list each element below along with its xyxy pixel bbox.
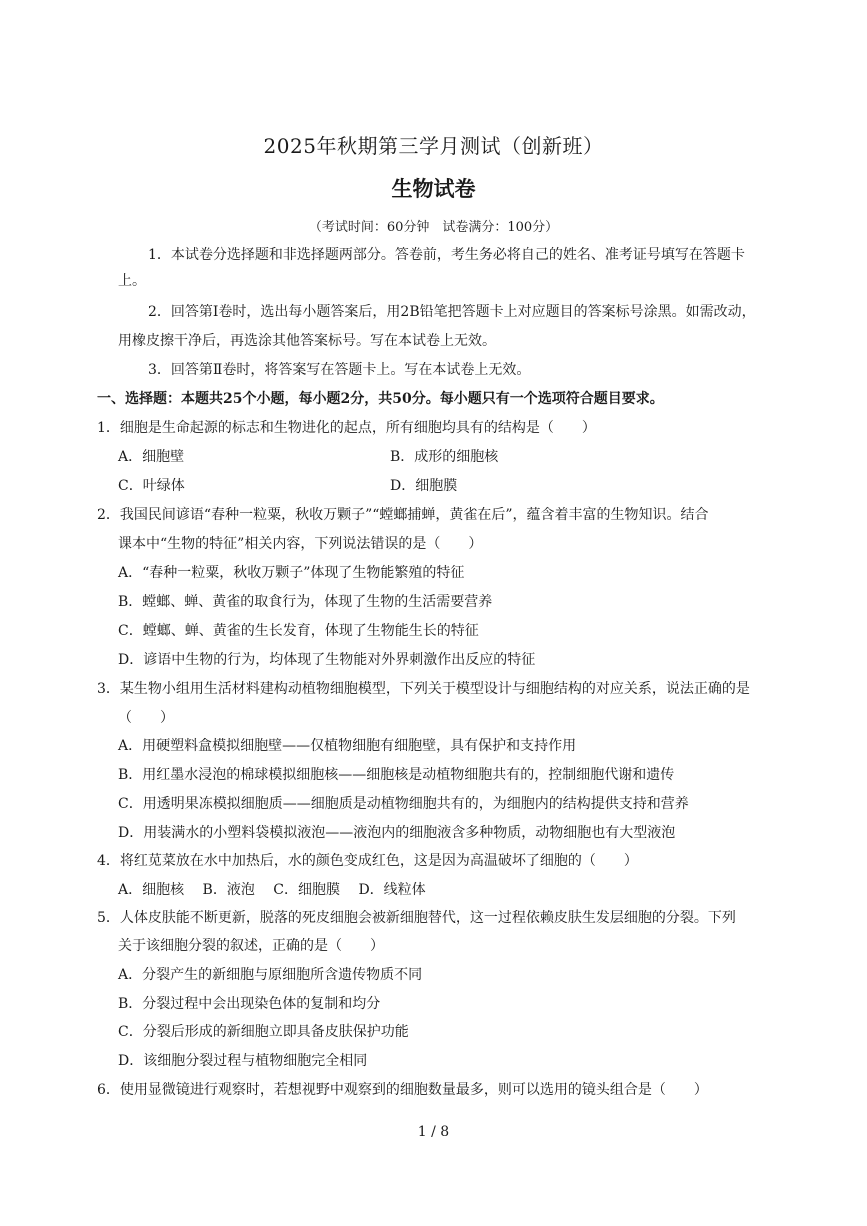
question-2-option-a: A．“春种一粒粟，秋收万颗子”体现了生物能繁殖的特征 bbox=[118, 565, 465, 581]
exam-subtitle: 生物试卷 bbox=[391, 176, 476, 201]
question-3-stem-line-2: （ ） bbox=[118, 710, 174, 726]
question-5-option-a: A．分裂产生的新细胞与原细胞所含遗传物质不同 bbox=[118, 967, 423, 983]
question-2-option-b: B．螳螂、蝉、黄雀的取食行为，体现了生物的生活需要营养 bbox=[118, 594, 493, 610]
question-3-option-d: D．用装满水的小塑料袋模拟液泡——液泡内的细胞液含多种物质，动物细胞也有大型液泡 bbox=[118, 825, 676, 841]
page-number: 1 / 8 bbox=[417, 1124, 450, 1140]
question-1-option-b: B．成形的细胞核 bbox=[390, 449, 499, 465]
question-6-stem: 6．使用显微镜进行观察时，若想视野中观察到的细胞数量最多，则可以选用的镜头组合是（ ） bbox=[97, 1082, 708, 1098]
question-1-stem: 1．细胞是生命起源的标志和生物进化的起点，所有细胞均具有的结构是（ ） bbox=[97, 420, 596, 436]
question-3-option-b: B．用红墨水浸泡的棉球模拟细胞核——细胞核是动植物细胞共有的，控制细胞代谢和遗传 bbox=[118, 767, 675, 783]
question-1-option-c: C．叶绿体 bbox=[118, 478, 185, 494]
question-3-option-c: C．用透明果冻模拟细胞质——细胞质是动植物细胞共有的，为细胞内的结构提供支持和营养 bbox=[118, 796, 689, 812]
exam-title: 2025年秋期第三学月测试（创新班） bbox=[263, 134, 604, 158]
question-4-stem: 4．将红苋菜放在水中加热后，水的颜色变成红色，这是因为高温破坏了细胞的（ ） bbox=[97, 853, 638, 869]
section-heading: 一、选择题：本题共25个小题，每小题2分，共50分。每小题只有一个选项符合题目要求。 bbox=[97, 391, 664, 407]
question-5-option-b: B．分裂过程中会出现染色体的复制和均分 bbox=[118, 996, 381, 1012]
question-2-stem-line-2: 课本中“生物的特征”相关内容，下列说法错误的是（ ） bbox=[118, 536, 483, 552]
question-5-option-d: D．该细胞分裂过程与植物细胞完全相同 bbox=[118, 1053, 368, 1069]
question-2-option-c: C．螳螂、蝉、黄雀的生长发育，体现了生物能生长的特征 bbox=[118, 623, 479, 639]
instruction-2-line-2: 用橡皮擦干净后，再选涂其他答案标号。写在本试卷上无效。 bbox=[118, 333, 496, 349]
question-2-stem-line-1: 2．我国民间谚语“春种一粒粟，秋收万颗子”“螳螂捕蝉，黄雀在后”，蕴含着丰富的生物知识。结合 bbox=[97, 507, 709, 523]
question-2-option-d: D．谚语中生物的行为，均体现了生物能对外界刺激作出反应的特征 bbox=[118, 652, 536, 668]
question-1-option-a: A．细胞壁 bbox=[118, 449, 185, 465]
question-5-stem-line-2: 关于该细胞分裂的叙述，正确的是（ ） bbox=[118, 938, 384, 954]
exam-info: （考试时间：60分钟 试卷满分：100分） bbox=[308, 220, 559, 235]
question-5-stem-line-1: 5．人体皮肤能不断更新，脱落的死皮细胞会被新细胞替代，这一过程依赖皮肤生发层细胞的分裂。下列 bbox=[97, 910, 736, 926]
question-1-option-d: D．细胞膜 bbox=[390, 478, 458, 494]
question-4-options: A．细胞核 B．液泡 C．细胞膜 D．线粒体 bbox=[118, 882, 426, 898]
question-3-stem-line-1: 3．某生物小组用生活材料建构动植物细胞模型，下列关于模型设计与细胞结构的对应关系，说法正确的是 bbox=[97, 681, 750, 697]
instruction-3-line-1: 3．回答第Ⅱ卷时，将答案写在答题卡上。写在本试卷上无效。 bbox=[148, 362, 531, 378]
instruction-1-line-2: 上。 bbox=[118, 273, 146, 289]
instruction-2-line-1: 2．回答第Ⅰ卷时，选出每小题答案后，用2B铅笔把答题卡上对应题目的答案标号涂黑。如需改动， bbox=[148, 304, 756, 320]
question-3-option-a: A．用硬塑料盒模拟细胞壁——仅植物细胞有细胞壁，具有保护和支持作用 bbox=[118, 738, 577, 754]
instruction-1-line-1: 1．本试卷分选择题和非选择题两部分。答卷前，考生务必将自己的姓名、准考证号填写在答题卡 bbox=[148, 247, 745, 263]
question-5-option-c: C．分裂后形成的新细胞立即具备皮肤保护功能 bbox=[118, 1024, 409, 1040]
